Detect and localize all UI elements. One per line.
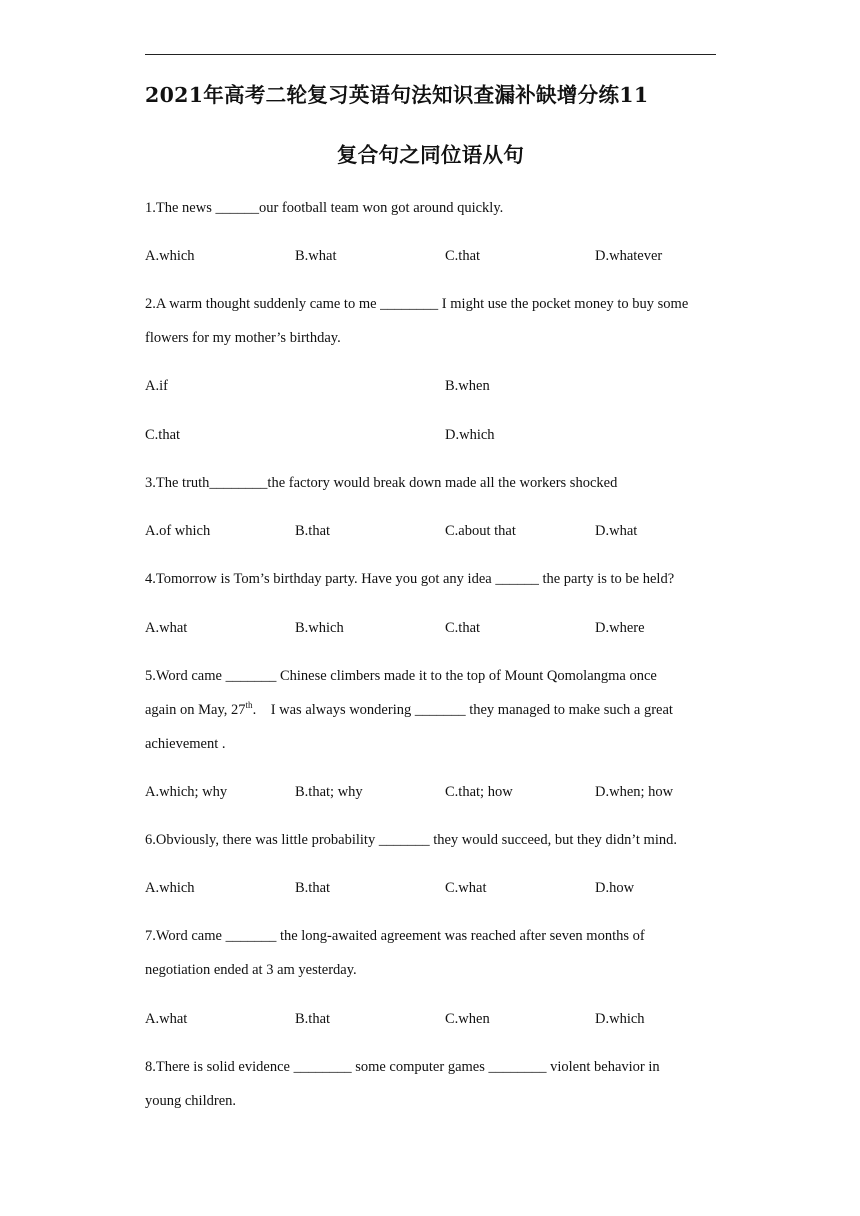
question-1-option-a: A.which: [145, 248, 195, 264]
question-5-second-clause: . I was always wondering _______ they managed to make such a great: [252, 702, 673, 718]
question-1-option-c: C.that: [445, 248, 481, 264]
question-4-option-d: D.where: [595, 620, 645, 636]
question-1-option-d: D.whatever: [595, 248, 663, 264]
question-7-stem: 7.Word came _______ the long-awaited agreement was reached after seven months of: [145, 928, 645, 944]
question-5-stem-end: achievement .: [145, 736, 226, 752]
question-1-stem: 1.The news ______our football team won got around quickly.: [145, 200, 504, 216]
question-3-option-d: D.what: [595, 523, 638, 539]
question-8-stem: 8.There is solid evidence ________ some computer games ________ violent behavior in: [145, 1059, 660, 1075]
question-5-stem: 5.Word came _______ Chinese climbers made it to the top of Mount Qomolangma once: [145, 668, 657, 684]
question-6-stem: 6.Obviously, there was little probability _______ they would succeed, but they didn’t mind.: [145, 832, 677, 848]
question-7-option-d: D.which: [595, 1011, 645, 1027]
question-7-option-b: B.that: [295, 1011, 331, 1027]
question-5-date-text: again on May, 27: [145, 702, 246, 718]
question-2-option-b: B.when: [445, 378, 490, 394]
ordinal-suffix: th: [245, 700, 253, 711]
question-5-option-c: C.that; how: [445, 784, 513, 800]
question-5-option-d: D.when; how: [595, 784, 674, 800]
question-2-option-d: D.which: [445, 427, 495, 443]
question-7-stem-cont: negotiation ended at 3 am yesterday.: [145, 962, 357, 978]
question-2-option-c: C.that: [145, 427, 181, 443]
question-4-option-c: C.that: [445, 620, 481, 636]
document-subtitle: 复合句之同位语从句: [336, 143, 525, 167]
question-5-stem-cont: [145, 701, 673, 719]
header-rule: [145, 54, 716, 55]
question-3-option-b: B.that: [295, 523, 331, 539]
question-4-option-a: A.what: [145, 620, 188, 636]
question-7-option-c: C.when: [445, 1011, 490, 1027]
question-6-option-b: B.that: [295, 880, 331, 896]
question-3-option-a: A.of which: [145, 523, 211, 539]
question-4-stem: 4.Tomorrow is Tom’s birthday party. Have you got any idea ______ the party is to be held?: [145, 571, 675, 587]
question-6-option-a: A.which: [145, 880, 195, 896]
question-8-stem-cont: young children.: [145, 1093, 237, 1109]
question-3-stem: 3.The truth________the factory would break down made all the workers shocked: [145, 475, 618, 491]
question-5-option-b: B.that; why: [295, 784, 363, 800]
question-2-option-a: A.if: [145, 378, 168, 394]
document-title: 2021年高考二轮复习英语句法知识查漏补缺增分练11: [145, 83, 649, 107]
question-7-option-a: A.what: [145, 1011, 188, 1027]
question-2-stem-cont: flowers for my mother’s birthday.: [145, 330, 341, 346]
question-2-stem: 2.A warm thought suddenly came to me ________ I might use the pocket money to buy some: [145, 296, 689, 312]
question-4-option-b: B.which: [295, 620, 344, 636]
question-3-option-c: C.about that: [445, 523, 516, 539]
question-1-option-b: B.what: [295, 248, 337, 264]
question-5-option-a: A.which; why: [145, 784, 228, 800]
question-6-option-d: D.how: [595, 880, 635, 896]
question-6-option-c: C.what: [445, 880, 487, 896]
